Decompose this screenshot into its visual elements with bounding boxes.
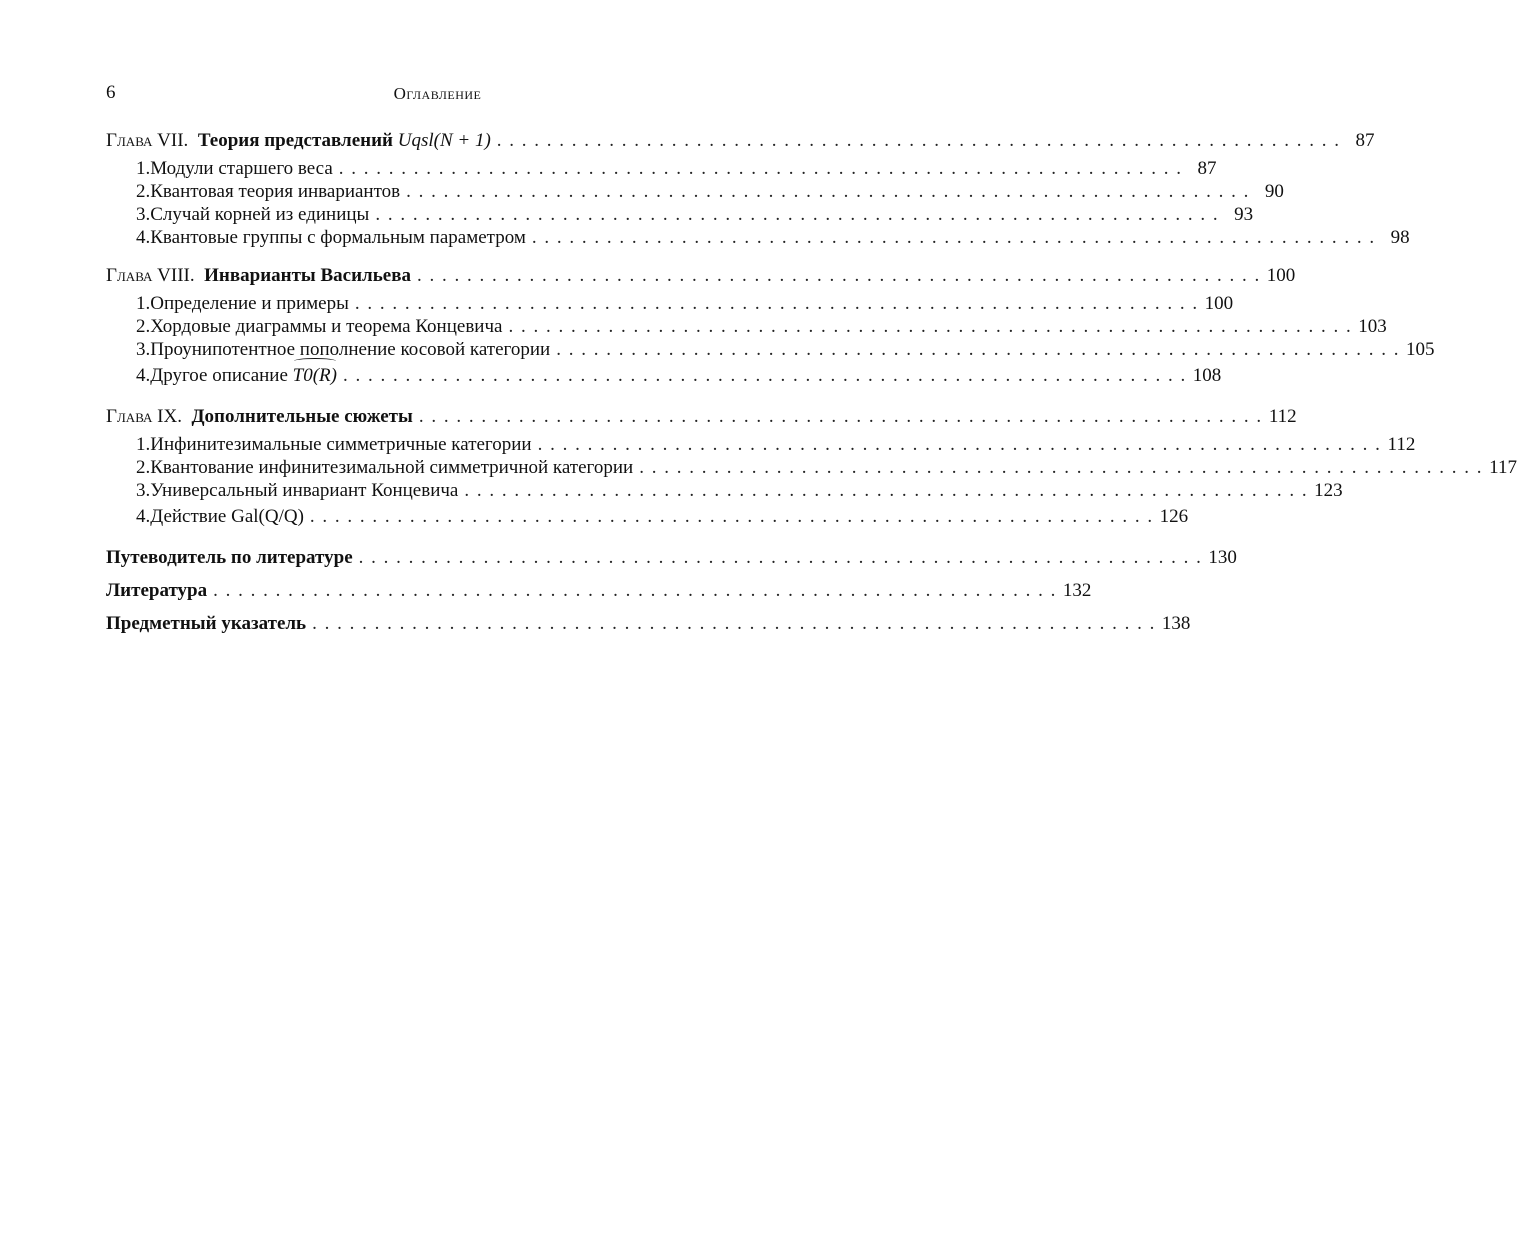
leader-dots xyxy=(337,361,1193,390)
back-matter-title: Литература xyxy=(106,580,208,601)
page-ref: 123 xyxy=(1314,480,1343,501)
toc-section[interactable] xyxy=(106,315,1387,338)
chapter-title: Дополнительные сюжеты xyxy=(191,406,413,427)
page-ref: 112 xyxy=(1387,434,1416,455)
page-ref: 126 xyxy=(1159,506,1189,527)
chapter-title: Инварианты Васильева xyxy=(204,265,411,286)
section-title: Универсальный инвариант Концевича xyxy=(150,480,459,501)
toc-section[interactable] xyxy=(106,180,1284,203)
toc-section[interactable] xyxy=(106,226,1410,249)
chapter-title: Теория представлений xyxy=(197,130,398,151)
back-matter-title: Путеводитель по литературе xyxy=(106,547,353,568)
leader-dots xyxy=(491,124,1347,157)
toc-section[interactable] xyxy=(106,338,1435,361)
running-title: Оглавление xyxy=(393,84,482,103)
section-number: 1. xyxy=(136,158,151,179)
table-of-contents xyxy=(106,124,1517,640)
section-title: Другое описание xyxy=(150,365,293,386)
section-title: Проунипотентное пополнение косовой категории xyxy=(150,339,551,360)
page-ref: 138 xyxy=(1161,613,1191,634)
section-title: Квантовые группы с формальным параметром xyxy=(150,227,526,248)
leader-dots xyxy=(550,338,1406,361)
page-ref: 103 xyxy=(1358,316,1387,337)
leader-dots xyxy=(207,574,1063,607)
section-number: 3. xyxy=(136,480,151,501)
leader-dots xyxy=(304,502,1160,531)
toc-section[interactable] xyxy=(106,479,1343,502)
leader-dots xyxy=(400,180,1256,203)
page-ref: 117 xyxy=(1489,457,1517,478)
page-ref: 108 xyxy=(1192,365,1222,386)
leader-dots xyxy=(411,259,1267,292)
toc-section[interactable] xyxy=(106,361,1222,390)
page-ref: 105 xyxy=(1405,339,1435,360)
leader-dots xyxy=(526,226,1382,249)
toc-chapter-8[interactable] xyxy=(106,259,1296,292)
leader-dots xyxy=(349,292,1205,315)
page-ref: 98 xyxy=(1390,227,1410,248)
leader-dots xyxy=(333,157,1189,180)
toc-section[interactable] xyxy=(106,292,1234,315)
section-title-formula: Gal(Q/Q) xyxy=(231,506,304,527)
section-number: 2. xyxy=(136,316,151,337)
section-title: Инфинитезимальные симметричные категории xyxy=(150,434,532,455)
page-ref: 100 xyxy=(1204,293,1234,314)
section-number: 1. xyxy=(136,434,151,455)
chapter-label: Глава VIII. xyxy=(106,265,195,286)
section-number: 4. xyxy=(136,506,151,527)
page-ref: 90 xyxy=(1264,181,1284,202)
chapter-title-formula: Uqsl(N + 1) xyxy=(397,130,491,151)
section-number: 1. xyxy=(136,293,151,314)
toc-section[interactable] xyxy=(106,456,1517,479)
page-ref: 93 xyxy=(1234,204,1254,225)
page-ref: 100 xyxy=(1266,265,1296,286)
section-number: 4. xyxy=(136,227,151,248)
leader-dots xyxy=(353,541,1209,574)
toc-section[interactable] xyxy=(106,502,1189,531)
page-ref: 130 xyxy=(1208,547,1237,568)
toc-chapter-9[interactable] xyxy=(106,400,1297,433)
back-matter-title: Предметный указатель xyxy=(106,613,307,634)
section-title: Случай корней из единицы xyxy=(150,204,370,225)
section-number: 3. xyxy=(136,204,151,225)
leader-dots xyxy=(532,433,1388,456)
toc-back-matter-guide[interactable] xyxy=(106,541,1237,574)
section-number: 4. xyxy=(136,365,151,386)
page-ref: 87 xyxy=(1355,130,1375,151)
leader-dots xyxy=(458,479,1314,502)
section-title: Определение и примеры xyxy=(150,293,349,314)
toc-section[interactable] xyxy=(106,433,1416,456)
page-number: 6 xyxy=(106,82,116,103)
toc-section[interactable] xyxy=(106,157,1217,180)
section-title: Действие xyxy=(150,506,232,527)
page-ref: 112 xyxy=(1268,406,1297,427)
section-title: Модули старшего веса xyxy=(150,158,333,179)
leader-dots xyxy=(413,400,1269,433)
section-title-formula: T0(R) xyxy=(293,361,337,390)
leader-dots xyxy=(369,203,1225,226)
toc-section[interactable] xyxy=(106,203,1254,226)
leader-dots xyxy=(633,456,1489,479)
section-title: Квантование инфинитезимальной симметричной категории xyxy=(150,457,634,478)
chapter-label: Глава VII. xyxy=(106,130,189,151)
chapter-label: Глава IX. xyxy=(106,406,182,427)
page-ref: 132 xyxy=(1062,580,1092,601)
section-title: Хордовые диаграммы и теорема Концевича xyxy=(150,316,503,337)
toc-back-matter-literature[interactable] xyxy=(106,574,1092,607)
section-number: 2. xyxy=(136,181,151,202)
toc-back-matter-index[interactable] xyxy=(106,607,1191,640)
leader-dots xyxy=(306,607,1162,640)
section-title: Квантовая теория инвариантов xyxy=(150,181,401,202)
section-number: 3. xyxy=(136,339,151,360)
leader-dots xyxy=(502,315,1358,338)
section-number: 2. xyxy=(136,457,151,478)
page-ref: 87 xyxy=(1197,158,1217,179)
toc-chapter-7[interactable] xyxy=(106,124,1375,157)
